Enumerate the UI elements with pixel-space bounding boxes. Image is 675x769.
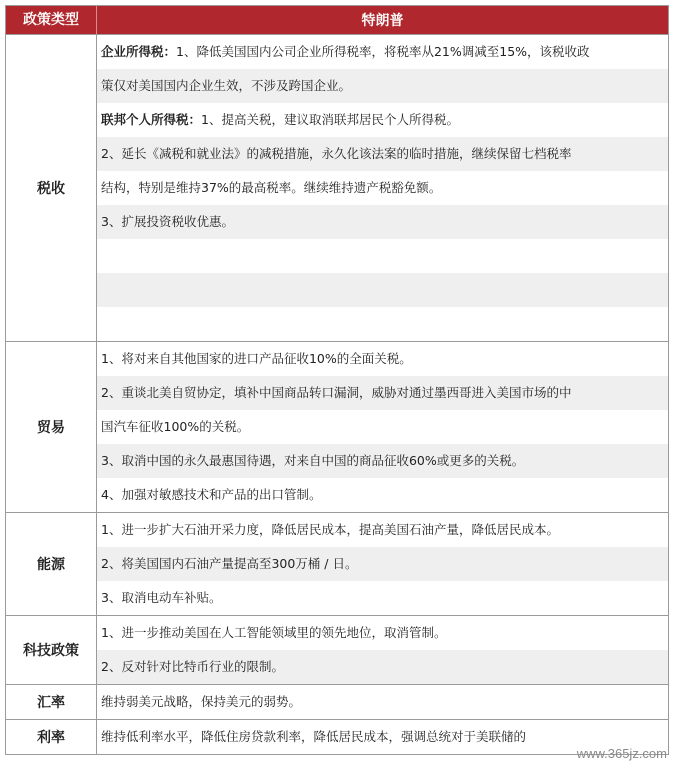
policy-line <box>97 685 668 719</box>
policy-table <box>5 5 669 755</box>
policy-section <box>6 34 668 341</box>
policy-lines <box>97 35 668 341</box>
policy-line-text: 国汽车征收100%的关税。 <box>101 419 250 434</box>
policy-line-text: 策仅对美国国内企业生效，不涉及跨国企业。 <box>101 78 352 93</box>
policy-category: 税收 <box>6 35 97 341</box>
policy-category: 利率 <box>6 720 97 754</box>
policy-line-label: 企业所得税： <box>101 44 177 59</box>
policy-line <box>97 376 668 410</box>
policy-line <box>97 239 668 273</box>
policy-lines <box>97 513 668 615</box>
policy-line <box>97 478 668 512</box>
policy-line-text: 2、重谈北美自贸协定，填补中国商品转口漏洞，威胁对通过墨西哥进入美国市场的中 <box>101 385 572 400</box>
policy-line <box>97 205 668 239</box>
policy-line <box>97 581 668 615</box>
policy-line-text: 1、降低美国国内公司企业所得税率，将税率从21%调减至15%，该税收政 <box>176 44 590 59</box>
policy-line <box>97 35 668 69</box>
policy-line-text: 2、反对针对比特币行业的限制。 <box>101 659 284 674</box>
policy-line-text: 维持弱美元战略，保持美元的弱势。 <box>101 694 302 709</box>
policy-line <box>97 273 668 307</box>
policy-line <box>97 410 668 444</box>
policy-section <box>6 512 668 615</box>
policy-line-text: 1、进一步扩大石油开采力度，降低居民成本，提高美国石油产量，降低居民成本。 <box>101 522 559 537</box>
policy-lines <box>97 616 668 684</box>
policy-line-text: 维持低利率水平，降低住房贷款利率，降低居民成本，强调总统对于美联储的 <box>101 729 527 744</box>
policy-line <box>97 547 668 581</box>
table-header <box>6 6 668 34</box>
policy-line-text: 1、进一步推动美国在人工智能领域里的领先地位，取消管制。 <box>101 625 447 640</box>
policy-line-text: 3、取消电动车补贴。 <box>101 590 222 605</box>
policy-line <box>97 137 668 171</box>
policy-line <box>97 171 668 205</box>
policy-line <box>97 444 668 478</box>
policy-line <box>97 616 668 650</box>
policy-section <box>6 615 668 684</box>
policy-line-text: 3、扩展投资税收优惠。 <box>101 214 234 229</box>
header-policy-type: 政策类型 <box>6 6 97 34</box>
policy-line <box>97 513 668 547</box>
policy-category: 汇率 <box>6 685 97 719</box>
policy-lines <box>97 342 668 512</box>
policy-line <box>97 650 668 684</box>
policy-line-text: 1、提高关税，建议取消联邦居民个人所得税。 <box>201 112 459 127</box>
policy-category: 科技政策 <box>6 616 97 684</box>
policy-line-text: 2、将美国国内石油产量提高至300万桶 / 日。 <box>101 556 358 571</box>
policy-line <box>97 342 668 376</box>
policy-section <box>6 719 668 754</box>
policy-line-label: 联邦个人所得税： <box>101 112 202 127</box>
policy-line-text: 结构，特别是维持37%的最高税率。继续维持遗产税豁免额。 <box>101 180 442 195</box>
policy-lines <box>97 685 668 719</box>
policy-category: 能源 <box>6 513 97 615</box>
table-body <box>6 34 668 754</box>
policy-line-text: 1、将对来自其他国家的进口产品征收10%的全面关税。 <box>101 351 412 366</box>
policy-category: 贸易 <box>6 342 97 512</box>
policy-line-text: 3、取消中国的永久最惠国待遇，对来自中国的商品征收60%或更多的关税。 <box>101 453 525 468</box>
policy-line <box>97 103 668 137</box>
policy-line-text: 4、加强对敏感技术和产品的出口管制。 <box>101 487 322 502</box>
policy-section <box>6 684 668 719</box>
policy-line <box>97 307 668 341</box>
header-trump: 特朗普 <box>361 13 404 29</box>
policy-section <box>6 341 668 512</box>
policy-line <box>97 69 668 103</box>
watermark: www.365jz.com <box>576 746 667 761</box>
policy-line-text: 2、延长《减税和就业法》的减税措施，永久化该法案的临时措施，继续保留七档税率 <box>101 146 572 161</box>
